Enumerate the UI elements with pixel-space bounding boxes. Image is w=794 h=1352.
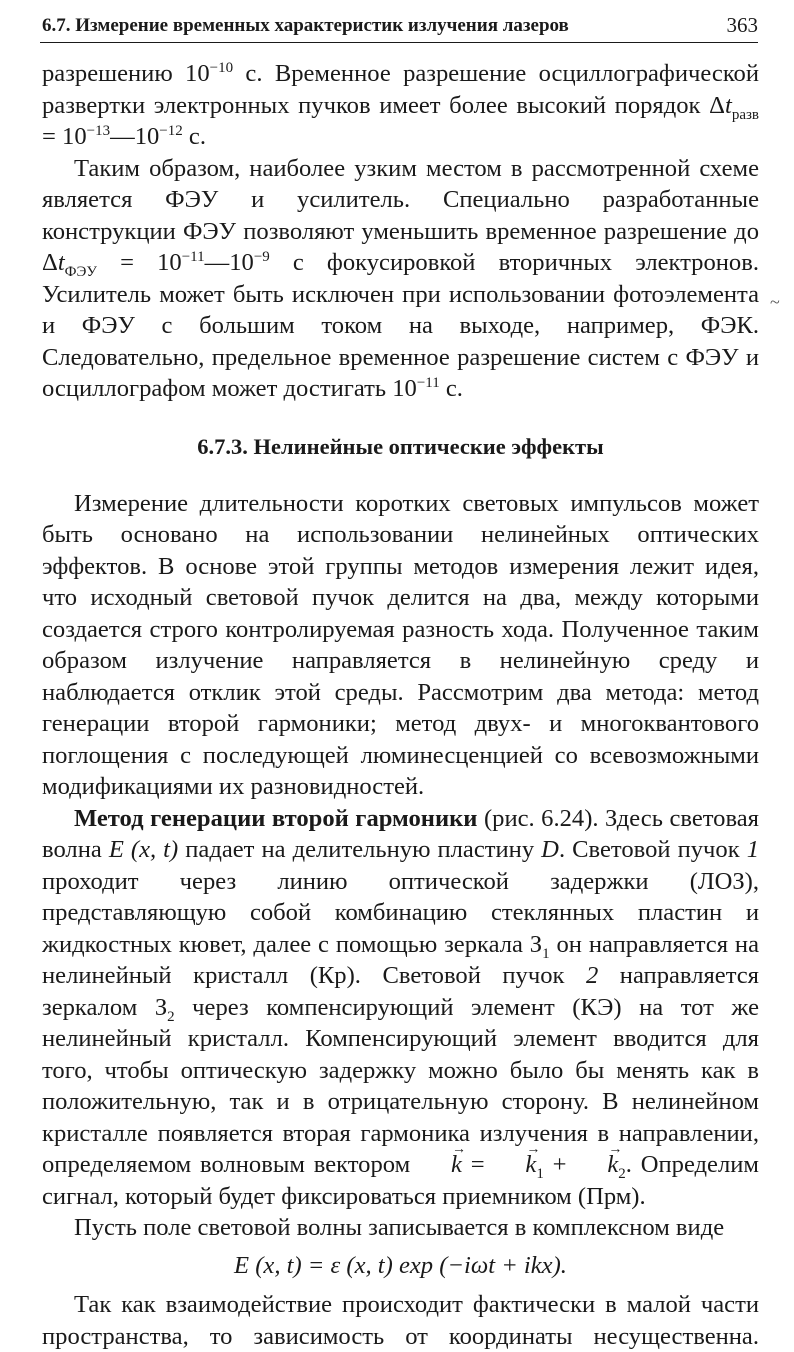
page-number: 363 xyxy=(726,13,758,37)
paragraph-field-intro: Пусть поле световой волны записывается в комплексном виде xyxy=(74,1214,725,1241)
paragraph-nonlinear-intro: Измерение длительности коротких световых импульсов может быть основано на использовании нелинейных оптических эффектов. В основе этой группы методов измерения лежит идея, что исходный световой пучок делится на два, между которыми создается строго контролируемая разность хода. Полученное таким образом излучение направляется в нелинейную среду и наблюдается отклик этой среды. Рассмотрим два метода: метод генерации второй гармоники; метод двух- и многоквантового поглощения с последующей люминесценцией со всевозможными модификациями их разновидностей. xyxy=(42,489,759,800)
section-heading: 6.7.3. Нелинейные оптические эффекты xyxy=(197,433,604,459)
margin-mark: ~ xyxy=(770,292,780,312)
wave-vector-k: → k xyxy=(419,1149,462,1181)
wave-vector-k2: → k xyxy=(575,1149,618,1181)
wave-vector-k1: → k xyxy=(493,1149,536,1181)
page-body xyxy=(42,58,759,1352)
running-header xyxy=(40,12,758,43)
paragraph-pmt-resolution: Таким образом, наиболее узким местом в рассмотренной схеме является ФЭУ и усилитель. Специально разработанные конструкции ФЭУ позволяют уменьшить временное разрешение до $\Delta t_{ФЭУ}$ = $10^{-11}—10^{-9}$ с фокусировкой вторичных электронов. Усилитель может быть исключен при использовании фотоэлемента и ФЭУ с большим током на выходе, например, ФЭК. Следовательно, предельное временное разрешение систем с ФЭУ и осциллографом может достигать $10^{-11}$ с. xyxy=(42,154,759,402)
paragraph-interaction: Так как взаимодействие происходит фактически в малой части пространства, то зависимость от координаты несущественна. xyxy=(42,1291,759,1350)
header-title: 6.7. Измерение временных характеристик излучения лазеров xyxy=(42,15,569,36)
field-formula: E (x, t) = ε (x, t) exp (−iωt + ikx). xyxy=(234,1251,567,1279)
paragraph-shg-method: Метод генерации второй гармоники (рис. 6.24). Здесь световая волна E (x, t) падает на делительную пластину D. Световой пучок 1 проходит через линию оптической задержки (ЛОЗ), представляющую собой комбинацию стеклянных пластин и жидкостных кювет, далее с помощью зеркала $З_1$ он направляется на нелинейный кристалл (Кр). Световой пучок 2 направляется зеркалом $З_2$ через компенсирующий элемент (КЭ) на тот же нелинейный кристалл. Компенсирующий элемент вводится для того, чтобы оптическую задержку можно было бы менять как в положительную, так и в отрицательную сторону. В нелинейном кристалле появляется вторая гармоника излучения в направлении, определяемом волновым вектором → k = → $k_1$ + → $k_2$. Определим сигнал, который будет фиксироваться приемником (Прм). xyxy=(42,803,759,1213)
paragraph-continued: разрешению $10^{-10}$ с. Временное разрешение осциллографической развертки электронных пучков имеет более высокий порядок $\Delta t_{разв}$ = $10^{-13}—10^{-12}$ с. xyxy=(42,59,760,150)
method-term: Метод генерации второй гармоники xyxy=(74,804,478,832)
